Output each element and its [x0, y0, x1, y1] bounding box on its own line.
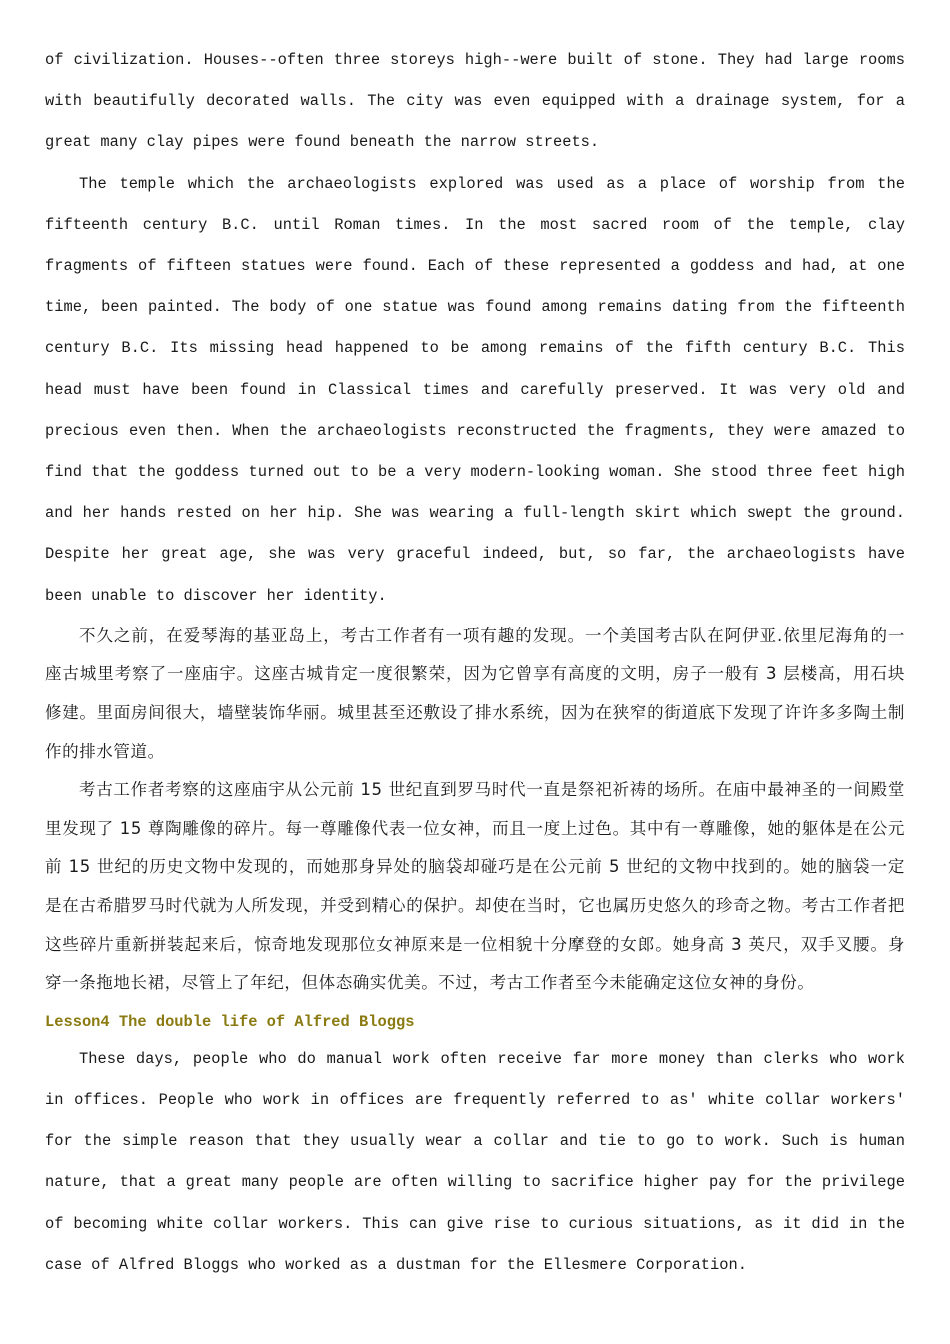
paragraph-lesson4-intro: These days, people who do manual work often receive far more money than clerks who work in offices. People who work in offices are frequently referred to as' white collar workers' for the simple reason that they usually wear a collar and tie to go to work. Such is human nature, that a great many people are often willing to sacrifice higher pay for the privilege of becoming white collar workers. This can give rise to curious situations, as it did in the case of Alfred Bloggs who worked as a dustman for the Ellesmere Corporation.: [45, 1049, 905, 1274]
paragraph-translation-2: 考古工作者考察的这座庙宇从公元前 15 世纪直到罗马时代一直是祭祀祈祷的场所。在庙中最神圣的一间殿堂里发现了 15 尊陶雕像的碎片。每一尊雕像代表一位女神，而且一度上过色。其中有一尊雕像，她的躯体是在公元前 15 世纪的历史文物中发现的，而她那身异处的脑袋却碰巧是在公元前 5 世纪的文物中找到的。她的脑袋一定是在古希腊罗马时代就为人所发现，并受到精心的保护。却使在当时，它也属历史悠久的珍奇之物。考古工作者把这些碎片重新拼装起来后，惊奇地发现那位女神原来是一位相貌十分摩登的女郎。她身高 3 英尺，双手叉腰。身穿一条拖地长裙，尽管上了年纪，但体态确实优美。不过，考古工作者至今未能确定这位女神的身份。: [45, 780, 905, 993]
lesson-heading: Lesson4 The double life of Alfred Bloggs: [45, 1012, 415, 1031]
paragraph-continued: of civilization. Houses--often three storeys high--were built of stone. They had large rooms with beautifully decorated walls. The city was even equipped with a drainage system, for a great many clay pipes were found beneath the narrow streets.: [45, 51, 905, 152]
document-page: [45, 40, 905, 1286]
paragraph-temple: The temple which the archaeologists explored was used as a place of worship from the fifteenth century B.C. until Roman times. In the most sacred room of the temple, clay fragments of fifteen statues were found. Each of these represented a goddess and had, at one time, been painted. The body of one statue was found among remains dating from the fifteenth century B.C. Its missing head happened to be among remains of the fifth century B.C. This head must have been found in Classical times and carefully preserved. It was very old and precious even then. When the archaeologists reconstructed the fragments, they were amazed to find that the goddess turned out to be a very modern-looking woman. She stood three feet high and her hands rested on her hip. She was wearing a full-length skirt which swept the ground. Despite her great age, she was very graceful indeed, but, so far, the archaeologists have been unable to discover her identity.: [45, 174, 905, 605]
paragraph-translation-1: 不久之前，在爱琴海的基亚岛上，考古工作者有一项有趣的发现。一个美国考古队在阿伊亚.依里尼海角的一座古城里考察了一座庙宇。这座古城肯定一度很繁荣，因为它曾享有高度的文明，房子一般有 3 层楼高，用石块修建。里面房间很大，墙壁装饰华丽。城里甚至还敷设了排水系统，因为在狭窄的街道底下发现了许许多多陶土制作的排水管道。: [45, 625, 905, 761]
